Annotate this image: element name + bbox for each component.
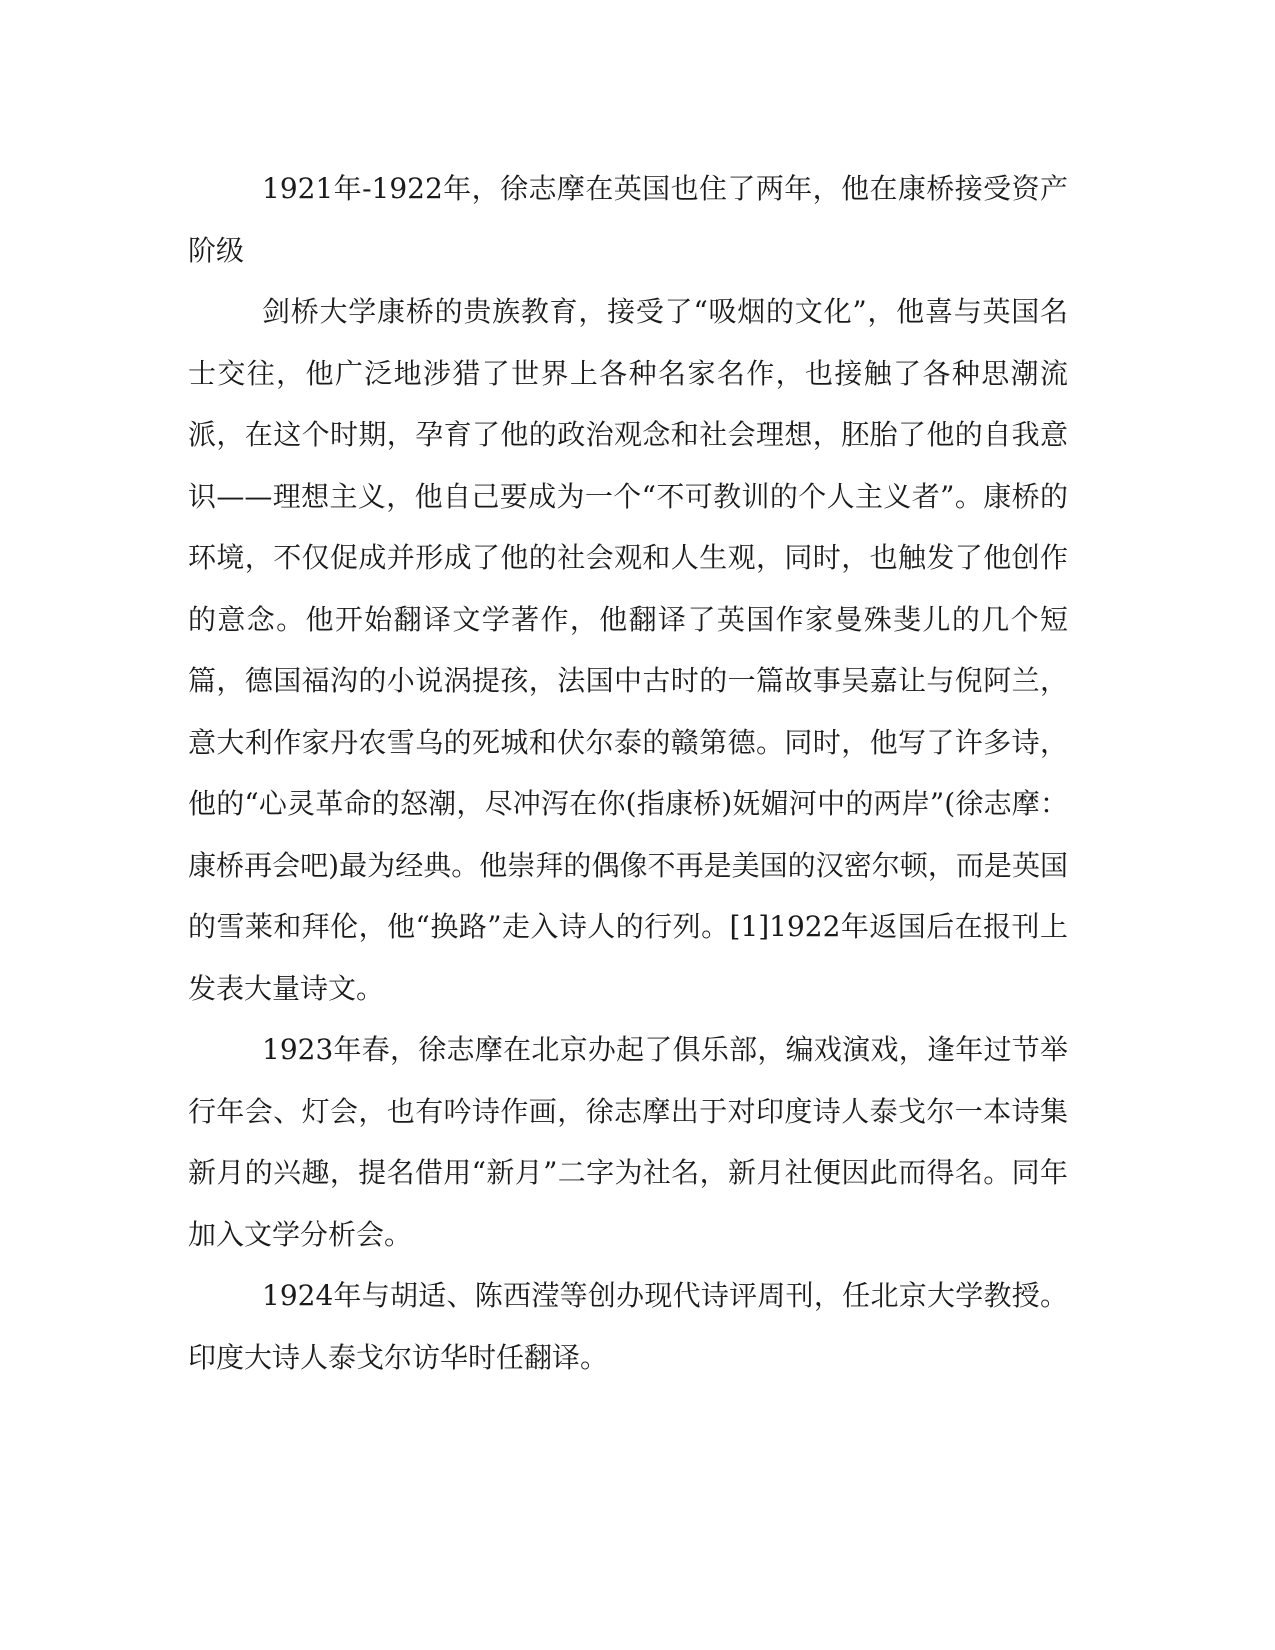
paragraph-1921-england: 1921年-1922年，徐志摩在英国也住了两年，他在康桥接受资产阶级 bbox=[188, 172, 1068, 267]
paragraph-1923-crescent-moon: 1923年春，徐志摩在北京办起了俱乐部，编戏演戏，逢年过节举行年会、灯会，也有吟诗作画，徐志摩出于对印度诗人泰戈尔一本诗集新月的兴趣，提名借用“新月”二字为社名，新月社便因此而得名。同年加入文学分析会。 bbox=[188, 1033, 1068, 1251]
paragraph-1924-modern-review: 1924年与胡适、陈西滢等创办现代诗评周刊，任北京大学教授。印度大诗人泰戈尔访华时任翻译。 bbox=[188, 1279, 1068, 1374]
paragraph-cambridge-education: 剑桥大学康桥的贵族教育，接受了“吸烟的文化”，他喜与英国名士交往，他广泛地涉猎了世界上各种名家名作，也接触了各种思潮流派，在这个时期，孕育了他的政治观念和社会理想，胚胎了他的自我意识——理想主义，他自己要成为一个“不可教训的个人主义者”。康桥的环境，不仅促成并形成了他的社会观和人生观，同时，也触发了他创作的意念。他开始翻译文学著作，他翻译了英国作家曼殊斐儿的几个短篇，德国福沟的小说涡提孩，法国中古时的一篇故事吴嘉让与倪阿兰，意大利作家丹农雪乌的死城和伏尔泰的赣第德。同时，他写了许多诗，他的“心灵革命的怒潮，尽冲泻在你(指康桥)妩媚河中的两岸”(徐志摩：康桥再会吧)最为经典。他崇拜的偶像不再是美国的汉密尔顿，而是英国的雪莱和拜伦，他“换路”走入诗人的行列。[1]1922年返国后在报刊上发表大量诗文。 bbox=[188, 295, 1068, 1005]
document-body bbox=[188, 158, 1068, 1388]
